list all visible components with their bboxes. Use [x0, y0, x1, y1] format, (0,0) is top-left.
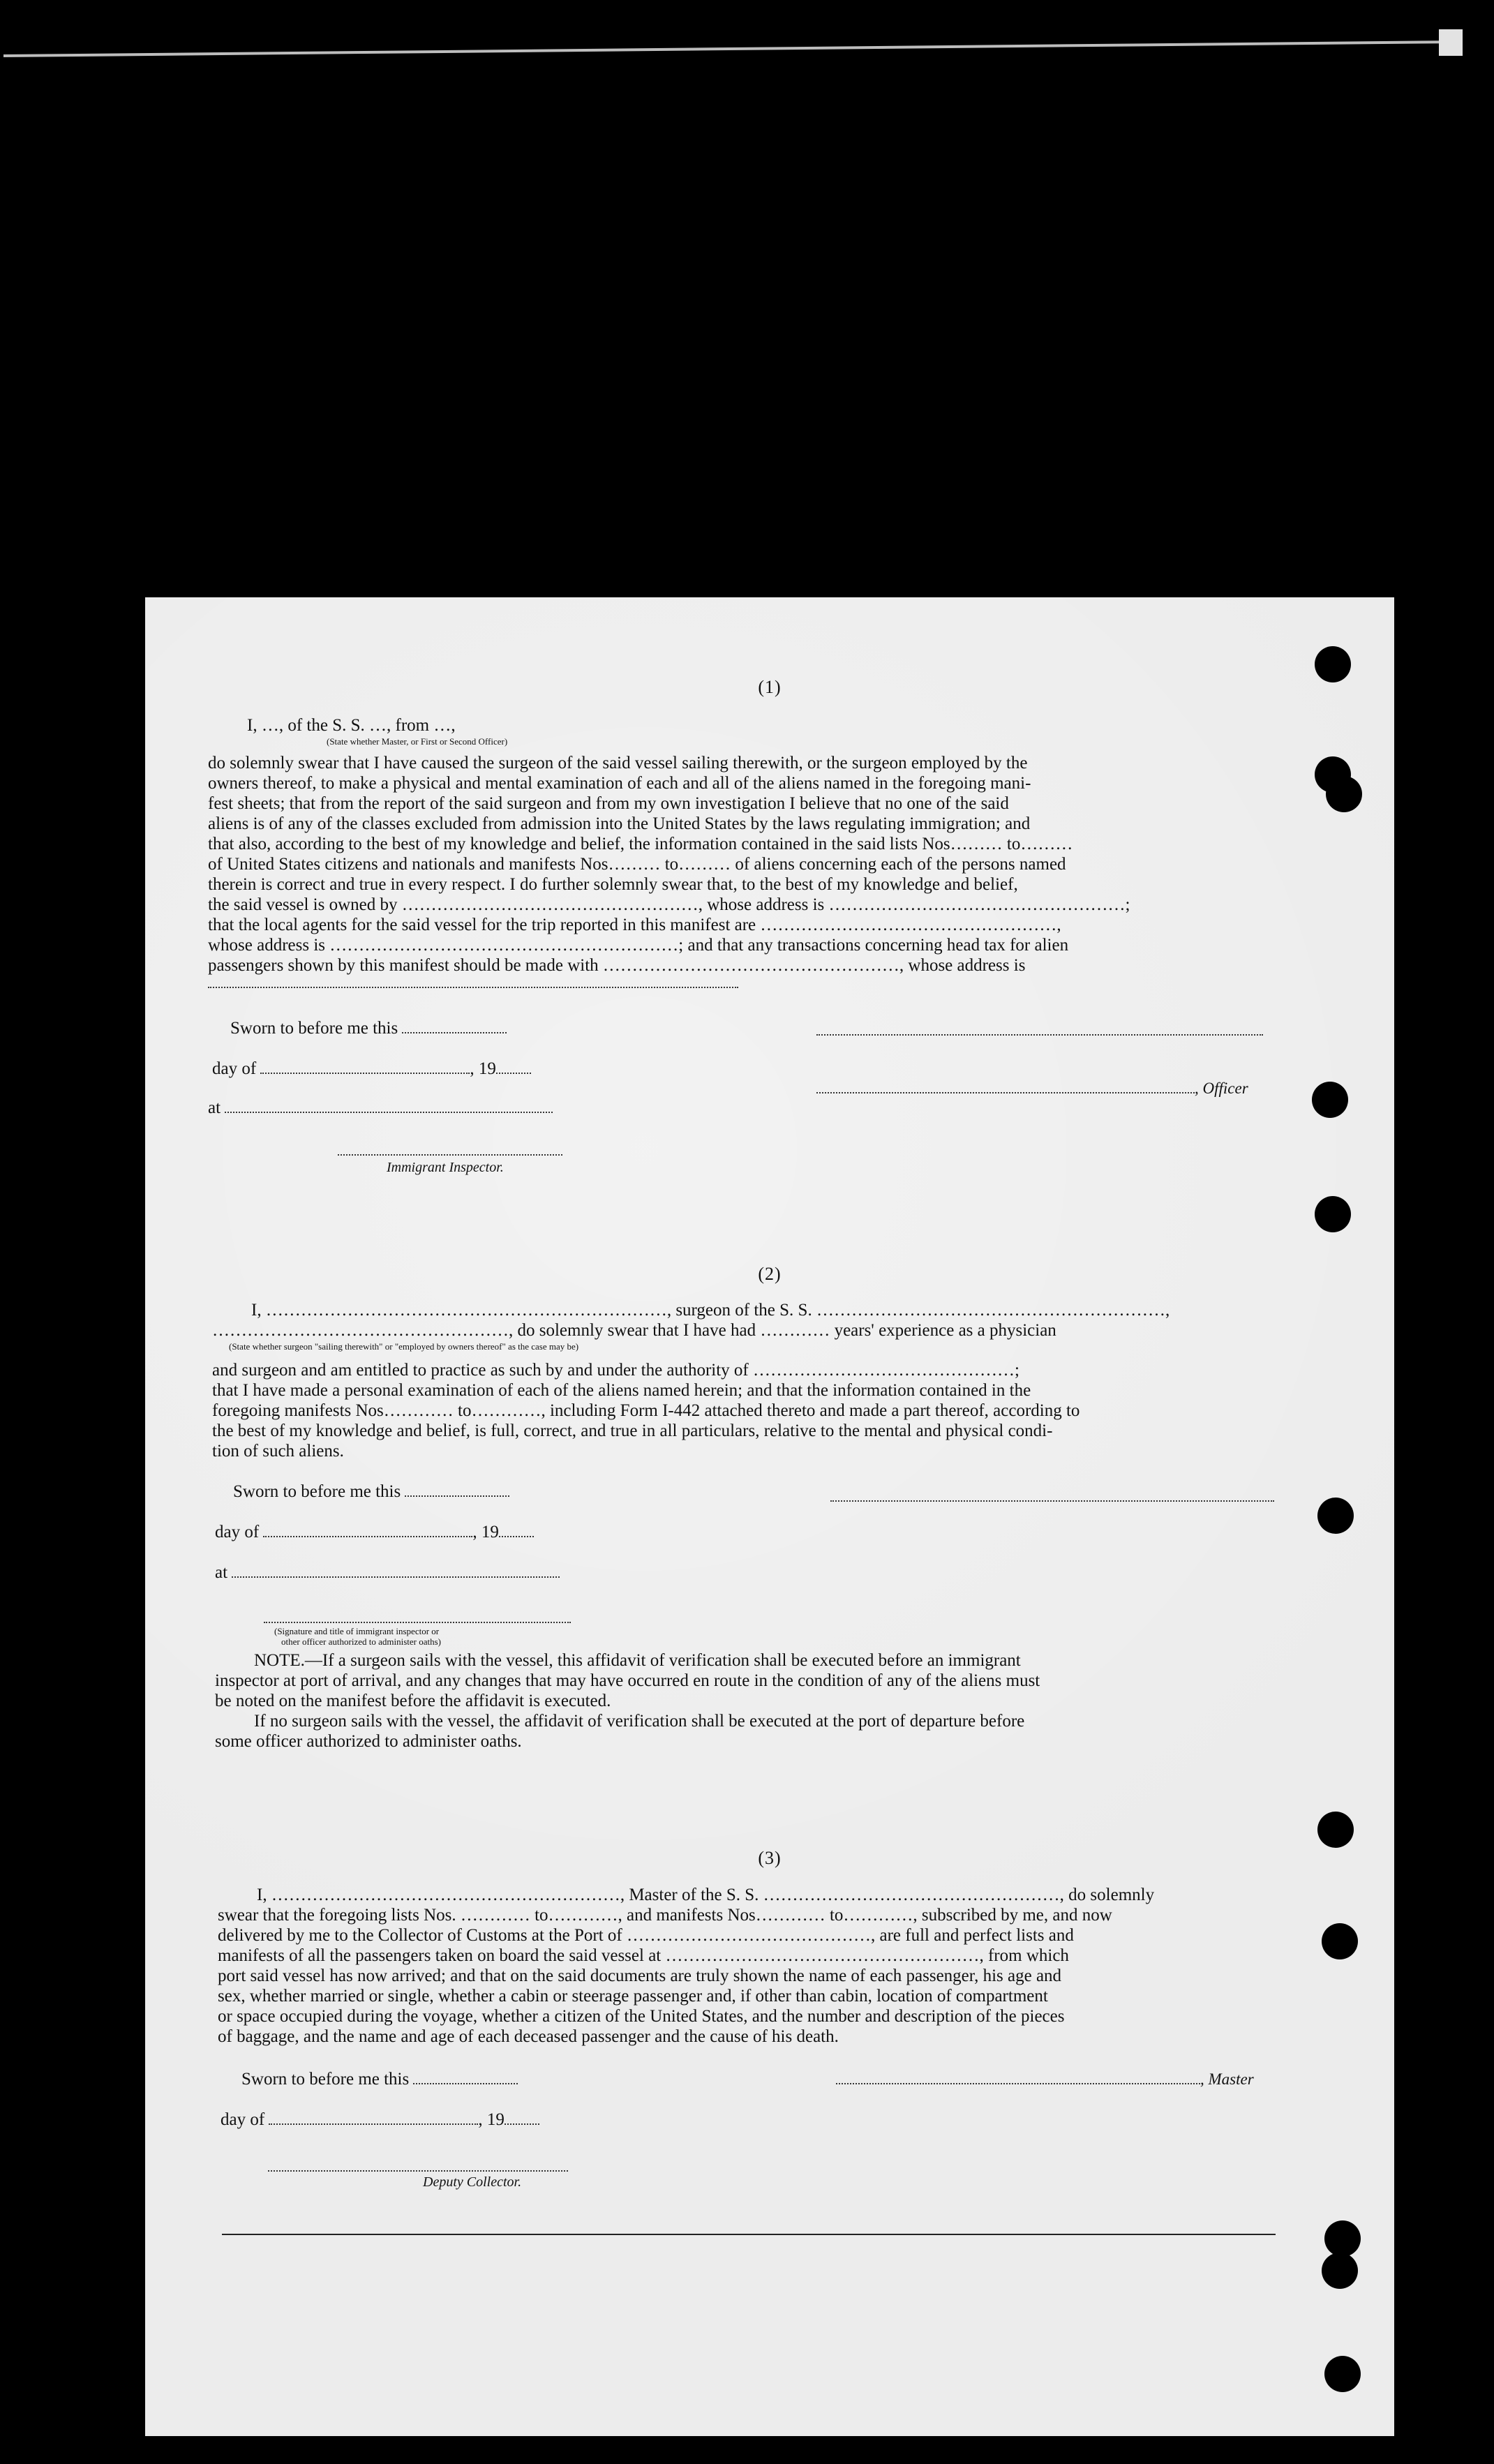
month-blank [269, 2111, 478, 2125]
section-3-line: of baggage, and the name and age of each deceased passenger and the cause of his death. [218, 2027, 839, 2046]
year-blank [505, 2111, 539, 2125]
punch-hole [1322, 2253, 1358, 2289]
officer-signature-line [816, 1080, 1195, 1093]
section-1-line: therein is correct and true in every respect. I do further solemnly swear that, to the best of my knowledge and belief, [208, 875, 1018, 894]
master-officer-note: (State whether Master, or First or Second Officer) [327, 736, 508, 747]
section-1-line: aliens is of any of the classes excluded from admission into the United States by the laws regulating immigration; and [208, 814, 1031, 833]
section-3-line: sex, whether married or single, whether a cabin or steerage passenger and, if other than cabin, location of compartment [218, 1987, 1048, 2006]
punch-hole [1322, 1923, 1358, 1959]
punch-hole [1312, 1082, 1348, 1118]
note-line: NOTE.—If a surgeon sails with the vessel, this affidavit of verification shall be executed before an immigrant [254, 1651, 1021, 1670]
place-blank [225, 1099, 553, 1113]
manifest-affidavit-page [145, 597, 1394, 2436]
punch-hole [1317, 1498, 1354, 1534]
note-line: inspector at port of arrival, and any changes that may have occurred en route in the condition of any of the aliens must [215, 1671, 1040, 1690]
inspector-caption: Immigrant Inspector. [387, 1160, 504, 1175]
address-blank [208, 985, 738, 988]
place-blank [232, 1564, 560, 1578]
inspector-signature-line [264, 1620, 571, 1623]
inspector-signature-line [338, 1153, 562, 1156]
year-label: , 19 [470, 1059, 496, 1078]
deputy-signature-line [268, 2169, 568, 2172]
day-of-label: day of [215, 1523, 260, 1541]
at-label: at [215, 1563, 228, 1582]
section-1-line: the said vessel is owned by ……………………………………………, whose address is ……………………………………………; [208, 895, 1130, 914]
punch-hole [1317, 1812, 1354, 1848]
punch-hole [1324, 2356, 1361, 2392]
note-line: some officer authorized to administer oaths. [215, 1732, 522, 1751]
day-of-label: day of [212, 1059, 257, 1078]
signature-title-note: other officer authorized to administer oaths) [281, 1636, 441, 1647]
officer-caption: , Officer [1195, 1080, 1248, 1097]
note-line: If no surgeon sails with the vessel, the affidavit of verification shall be executed at the port of departure before [254, 1712, 1025, 1731]
year-label: , 19 [472, 1523, 499, 1541]
sworn-label: Sworn to before me this [230, 1019, 398, 1038]
section-3-line: or space occupied during the voyage, whether a citizen of the United States, and the number and description of the pieces [218, 2007, 1065, 2026]
section-3-line: I, ……………………………………………………, Master of the S. S. ……………………………………………, do solemnly [257, 1886, 1155, 1904]
year-label: , 19 [478, 2110, 505, 2129]
section-3-number: (3) [758, 1848, 782, 1868]
surgeon-signature-line [830, 1499, 1274, 1502]
section-2-number: (2) [758, 1264, 782, 1284]
section-2-line: ……………………………………………, do solemnly swear that I have had ………… years' experience as a physician [212, 1321, 1056, 1340]
section-2-line: the best of my knowledge and belief, is full, correct, and true in all particulars, relative to the mental and physical condi- [212, 1421, 1053, 1440]
section-1-line: owners thereof, to make a physical and mental examination of each and all of the aliens named in the foregoing mani- [208, 774, 1031, 793]
year-blank [499, 1523, 534, 1537]
sworn-label: Sworn to before me this [233, 1482, 401, 1501]
sworn-label: Sworn to before me this [241, 2070, 410, 2089]
section-1-line: do solemnly swear that I have caused the surgeon of the said vessel sailing therewith, or the surgeon employed by the [208, 754, 1028, 772]
master-caption: , Master [1200, 2070, 1254, 2088]
section-2-line: that I have made a personal examination of each of the aliens named herein; and that the information contained in the [212, 1381, 1031, 1400]
section-1-line: that the local agents for the said vessel for the trip reported in this manifest are ……………………………………………, [208, 916, 1061, 934]
section-1-line: that also, according to the best of my knowledge and belief, the information contained in the said lists Nos……… to……… [208, 835, 1073, 853]
punch-hole [1324, 2220, 1361, 2257]
deputy-caption: Deputy Collector. [423, 2174, 522, 2190]
section-3-line: port said vessel has now arrived; and that on the said documents are truly shown the name of each passenger, his age and [218, 1966, 1062, 1985]
section-2-line: foregoing manifests Nos………… to…………, including Form I-442 attached thereto and made a part thereof, according to [212, 1401, 1080, 1420]
scan-edge-line [3, 40, 1441, 57]
section-1-line: I, …, of the S. S. …, from …, [247, 716, 456, 735]
date-blank [405, 1483, 509, 1497]
punch-hole [1315, 1196, 1351, 1232]
section-3-line: manifests of all the passengers taken on board the said vessel at ………………………………………………, from which [218, 1946, 1069, 1965]
signature-line [816, 1033, 1263, 1036]
section-1-number: (1) [758, 677, 782, 697]
month-blank [263, 1523, 472, 1537]
date-blank [413, 2070, 518, 2084]
section-1-line: fest sheets; that from the report of the said surgeon and from my own investigation I believe that no one of the said [208, 794, 1009, 813]
section-1-line: whose address is ……………………………………………………; and that any transactions concerning head tax for alien [208, 936, 1069, 955]
signature-title-note: (Signature and title of immigrant inspector or [274, 1626, 440, 1636]
section-2-line: I, ……………………………………………………………, surgeon of the S. S. ……………………………………………………, [251, 1301, 1170, 1320]
surgeon-type-note: (State whether surgeon "sailing therewith" or "employed by owners thereof" as the case may be) [229, 1341, 579, 1352]
section-1-line: passengers shown by this manifest should be made with ……………………………………………, whose address is [208, 956, 1026, 975]
section-2-line: tion of such aliens. [212, 1442, 344, 1461]
date-blank [402, 1020, 507, 1033]
year-blank [496, 1060, 531, 1074]
bottom-rule [222, 2234, 1276, 2235]
day-of-label: day of [221, 2110, 265, 2129]
section-3-line: swear that the foregoing lists Nos. ………… to…………, and manifests Nos………… to…………, subscribed by me, and now [218, 1906, 1112, 1925]
punch-hole [1326, 776, 1362, 812]
section-3-line: delivered by me to the Collector of Customs at the Port of ……………………………………, are full and perfect lists and [218, 1926, 1074, 1945]
note-line: be noted on the manifest before the affidavit is executed. [215, 1692, 611, 1710]
at-label: at [208, 1098, 221, 1117]
scan-corner-mark [1439, 29, 1463, 56]
master-signature-line [836, 2070, 1200, 2084]
section-2-line: and surgeon and am entitled to practice as such by and under the authority of ………………………………………; [212, 1361, 1019, 1380]
section-1-line: of United States citizens and nationals and manifests Nos……… to……… of aliens concerning each of the persons named [208, 855, 1066, 874]
month-blank [260, 1060, 470, 1074]
